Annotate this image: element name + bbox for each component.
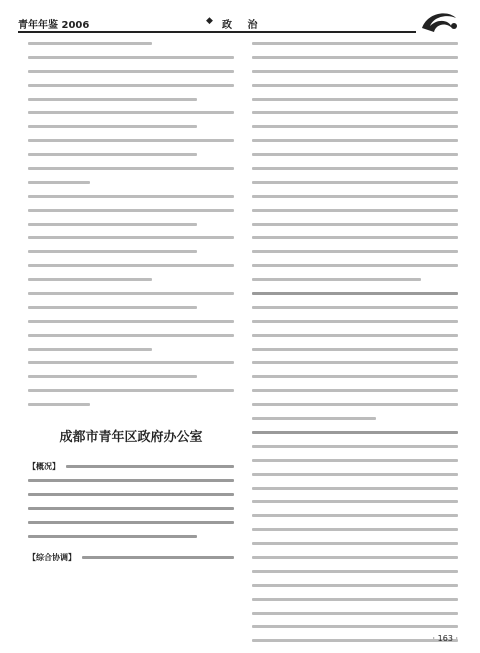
- text-line: [252, 639, 458, 642]
- text-line: [252, 306, 458, 309]
- text-line: [28, 223, 197, 226]
- text-line: [252, 487, 458, 490]
- text-line: [252, 570, 458, 573]
- text-line: [28, 56, 234, 59]
- text-line: [252, 431, 458, 434]
- text-line: [28, 535, 197, 538]
- text-line: [252, 195, 458, 198]
- text-line: [252, 139, 458, 142]
- text-line: [252, 389, 458, 392]
- text-line: [28, 98, 197, 101]
- text-line: [28, 70, 234, 73]
- text-line: [252, 403, 458, 406]
- text-line: [252, 236, 458, 239]
- header-rule: [18, 31, 416, 33]
- text-line: [252, 320, 458, 323]
- text-line: [28, 361, 234, 364]
- text-line: [28, 125, 197, 128]
- text-line: [252, 514, 458, 517]
- text-line: [28, 348, 152, 351]
- text-line: [252, 42, 458, 45]
- left-column: [28, 42, 234, 570]
- text-line: [28, 493, 234, 496]
- text-line: [252, 167, 458, 170]
- text-line: [252, 223, 458, 226]
- text-line: [28, 264, 234, 267]
- page-number: · 163 ·: [432, 634, 458, 643]
- swirl-logo-icon: [418, 6, 462, 36]
- text-line: [28, 167, 234, 170]
- text-line: [252, 556, 458, 559]
- text-line: [252, 542, 458, 545]
- text-line: [252, 375, 458, 378]
- text-line: [28, 195, 234, 198]
- text-line: [28, 236, 234, 239]
- right-column: [252, 42, 458, 653]
- text-line: [28, 278, 152, 281]
- text-line: [28, 375, 197, 378]
- text-line: [252, 111, 458, 114]
- text-line: [252, 459, 458, 462]
- text-line: [252, 278, 421, 281]
- text-line: [66, 465, 234, 468]
- text-line: [252, 598, 458, 601]
- coordination-paragraph-start: [28, 552, 234, 562]
- article-title: 成都市青年区政府办公室: [59, 430, 203, 446]
- text-line: [28, 507, 234, 510]
- text-line: [28, 403, 90, 406]
- text-line: [252, 625, 458, 628]
- text-line: [28, 306, 197, 309]
- text-line: [28, 153, 197, 156]
- text-line: [252, 612, 458, 615]
- text-line: [28, 139, 234, 142]
- text-line: [28, 320, 234, 323]
- text-line: [252, 417, 376, 420]
- text-line: [252, 250, 458, 253]
- section-title: 政 治: [222, 20, 264, 31]
- text-line: [28, 250, 197, 253]
- text-line: [252, 445, 458, 448]
- text-line: [252, 209, 458, 212]
- text-line: [28, 84, 234, 87]
- text-line: [252, 334, 458, 337]
- text-line: [252, 70, 458, 73]
- page-header: [18, 8, 462, 36]
- summary-paragraph-start: [28, 462, 234, 472]
- text-line: [252, 348, 458, 351]
- text-line: [252, 153, 458, 156]
- text-line: [28, 209, 234, 212]
- text-line: [28, 181, 90, 184]
- text-line: [252, 125, 458, 128]
- text-line: [28, 521, 234, 524]
- diamond-icon: ◆: [206, 16, 213, 26]
- text-line: [252, 181, 458, 184]
- text-line: [28, 42, 152, 45]
- text-line: [252, 584, 458, 587]
- text-line: [252, 292, 458, 295]
- text-line: [252, 500, 458, 503]
- text-line: [252, 473, 458, 476]
- summary-tag: 【概况】: [28, 462, 60, 472]
- text-line: [28, 389, 234, 392]
- text-line: [28, 479, 234, 482]
- text-line: [28, 292, 234, 295]
- text-line: [252, 528, 458, 531]
- text-line: [28, 334, 234, 337]
- coordination-tag: 【综合协调】: [28, 552, 76, 562]
- text-line: [252, 84, 458, 87]
- text-line: [252, 98, 458, 101]
- publication-title: 青年年鉴 2006: [18, 20, 90, 31]
- text-line: [82, 556, 234, 559]
- text-line: [252, 361, 458, 364]
- text-line: [28, 111, 234, 114]
- text-line: [252, 264, 458, 267]
- text-line: [252, 56, 458, 59]
